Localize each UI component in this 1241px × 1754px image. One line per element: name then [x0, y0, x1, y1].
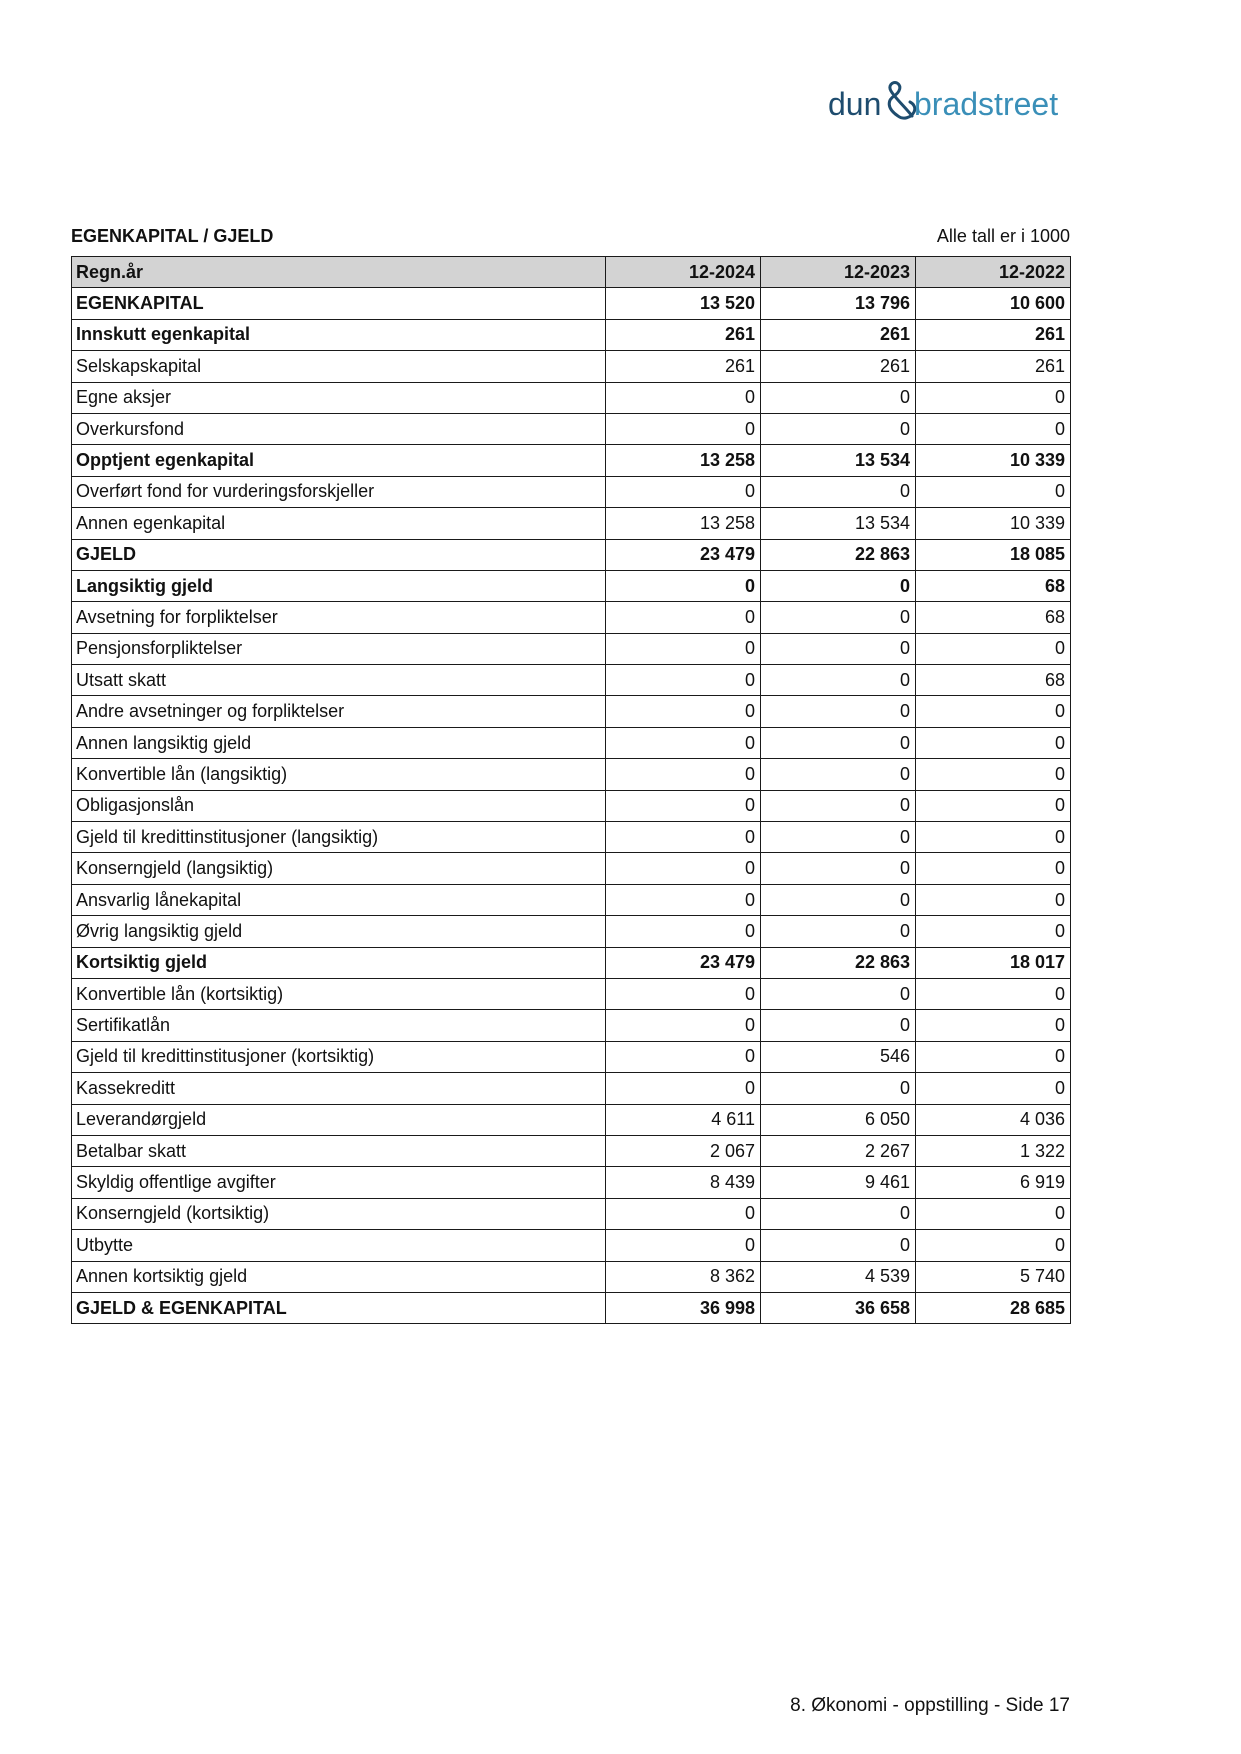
row-label: Langsiktig gjeld [72, 570, 606, 601]
table-row [72, 602, 1071, 633]
table-row [72, 351, 1071, 382]
header-12-2023: 12-2023 [761, 257, 916, 288]
row-value-12-2023: 13 796 [761, 288, 916, 319]
table-row [72, 1230, 1071, 1261]
row-value-12-2022: 0 [916, 476, 1071, 507]
row-label: Gjeld til kredittinstitusjoner (kortsiktig) [72, 1041, 606, 1072]
row-value-12-2023: 0 [761, 476, 916, 507]
row-value-12-2022: 68 [916, 665, 1071, 696]
table-row [72, 539, 1071, 570]
row-value-12-2022: 0 [916, 884, 1071, 915]
row-value-12-2024: 0 [606, 916, 761, 947]
row-value-12-2023: 0 [761, 382, 916, 413]
row-value-12-2024: 23 479 [606, 539, 761, 570]
row-value-12-2023: 9 461 [761, 1167, 916, 1198]
row-value-12-2023: 261 [761, 351, 916, 382]
row-value-12-2024: 8 362 [606, 1261, 761, 1292]
table-row [72, 884, 1071, 915]
table-body [72, 288, 1071, 1324]
row-value-12-2024: 23 479 [606, 947, 761, 978]
table-row [72, 288, 1071, 319]
row-value-12-2022: 10 339 [916, 445, 1071, 476]
row-value-12-2024: 0 [606, 1198, 761, 1229]
row-value-12-2023: 0 [761, 1198, 916, 1229]
table-row [72, 1073, 1071, 1104]
row-value-12-2023: 0 [761, 1073, 916, 1104]
row-value-12-2023: 0 [761, 696, 916, 727]
row-value-12-2024: 0 [606, 853, 761, 884]
row-value-12-2024: 8 439 [606, 1167, 761, 1198]
table-row [72, 665, 1071, 696]
table-row [72, 445, 1071, 476]
row-label: Konvertible lån (kortsiktig) [72, 978, 606, 1009]
header-regn-ar: Regn.år [72, 257, 606, 288]
row-value-12-2023: 0 [761, 602, 916, 633]
row-value-12-2024: 0 [606, 696, 761, 727]
row-value-12-2023: 0 [761, 822, 916, 853]
row-value-12-2023: 22 863 [761, 539, 916, 570]
row-label: EGENKAPITAL [72, 288, 606, 319]
row-value-12-2022: 28 685 [916, 1292, 1071, 1323]
row-value-12-2024: 4 611 [606, 1104, 761, 1135]
row-label: Gjeld til kredittinstitusjoner (langsiktig) [72, 822, 606, 853]
row-value-12-2024: 0 [606, 665, 761, 696]
table-row [72, 1167, 1071, 1198]
row-value-12-2022: 10 600 [916, 288, 1071, 319]
row-value-12-2023: 22 863 [761, 947, 916, 978]
table-row [72, 916, 1071, 947]
row-label: Annen egenkapital [72, 508, 606, 539]
row-label: Andre avsetninger og forpliktelser [72, 696, 606, 727]
svg-text:bradstreet: bradstreet [914, 86, 1059, 122]
row-value-12-2022: 0 [916, 727, 1071, 758]
table-row [72, 822, 1071, 853]
svg-text:dun: dun [828, 86, 882, 122]
row-label: Overkursfond [72, 413, 606, 444]
row-value-12-2022: 68 [916, 602, 1071, 633]
row-label: Skyldig offentlige avgifter [72, 1167, 606, 1198]
row-label: Egne aksjer [72, 382, 606, 413]
row-value-12-2023: 546 [761, 1041, 916, 1072]
row-value-12-2023: 0 [761, 916, 916, 947]
row-value-12-2023: 4 539 [761, 1261, 916, 1292]
row-value-12-2024: 0 [606, 1010, 761, 1041]
row-value-12-2022: 0 [916, 633, 1071, 664]
row-value-12-2022: 1 322 [916, 1135, 1071, 1166]
row-value-12-2024: 0 [606, 633, 761, 664]
table-row [72, 696, 1071, 727]
table-row [72, 413, 1071, 444]
section-title: EGENKAPITAL / GJELD [71, 226, 274, 246]
header-12-2022: 12-2022 [916, 257, 1071, 288]
row-label: Øvrig langsiktig gjeld [72, 916, 606, 947]
row-value-12-2023: 36 658 [761, 1292, 916, 1323]
row-value-12-2024: 0 [606, 476, 761, 507]
row-value-12-2022: 0 [916, 853, 1071, 884]
table-row [72, 319, 1071, 350]
table-row [72, 570, 1071, 601]
row-label: Annen langsiktig gjeld [72, 727, 606, 758]
dun-bradstreet-logo [828, 78, 1068, 126]
header-12-2024: 12-2024 [606, 257, 761, 288]
row-label: Betalbar skatt [72, 1135, 606, 1166]
row-value-12-2023: 0 [761, 633, 916, 664]
row-label: Leverandørgjeld [72, 1104, 606, 1135]
row-value-12-2022: 18 017 [916, 947, 1071, 978]
table-row [72, 1104, 1071, 1135]
row-value-12-2022: 0 [916, 696, 1071, 727]
table-row [72, 727, 1071, 758]
table-row [72, 1135, 1071, 1166]
row-value-12-2022: 0 [916, 1198, 1071, 1229]
row-value-12-2022: 10 339 [916, 508, 1071, 539]
table-row [72, 382, 1071, 413]
row-value-12-2024: 0 [606, 884, 761, 915]
row-label: Konvertible lån (langsiktig) [72, 759, 606, 790]
row-value-12-2024: 0 [606, 1073, 761, 1104]
row-value-12-2022: 0 [916, 759, 1071, 790]
row-value-12-2024: 0 [606, 1230, 761, 1261]
row-label: Konserngjeld (langsiktig) [72, 853, 606, 884]
row-value-12-2024: 0 [606, 1041, 761, 1072]
row-value-12-2023: 0 [761, 570, 916, 601]
row-label: Obligasjonslån [72, 790, 606, 821]
row-label: Opptjent egenkapital [72, 445, 606, 476]
row-value-12-2024: 0 [606, 413, 761, 444]
page-footer: 8. Økonomi - oppstilling - Side 17 [790, 1695, 1070, 1716]
row-value-12-2022: 5 740 [916, 1261, 1071, 1292]
row-label: Utsatt skatt [72, 665, 606, 696]
row-value-12-2024: 13 258 [606, 508, 761, 539]
row-value-12-2023: 0 [761, 413, 916, 444]
row-value-12-2024: 261 [606, 319, 761, 350]
row-label: Kortsiktig gjeld [72, 947, 606, 978]
row-value-12-2022: 68 [916, 570, 1071, 601]
row-label: Konserngjeld (kortsiktig) [72, 1198, 606, 1229]
table-row [72, 508, 1071, 539]
row-value-12-2024: 0 [606, 727, 761, 758]
table-row [72, 476, 1071, 507]
row-value-12-2024: 13 520 [606, 288, 761, 319]
table-header-row [72, 257, 1071, 288]
row-value-12-2024: 2 067 [606, 1135, 761, 1166]
row-value-12-2023: 0 [761, 884, 916, 915]
row-label: Avsetning for forpliktelser [72, 602, 606, 633]
row-value-12-2023: 13 534 [761, 508, 916, 539]
row-label: GJELD [72, 539, 606, 570]
row-value-12-2022: 18 085 [916, 539, 1071, 570]
row-value-12-2023: 0 [761, 1010, 916, 1041]
table-row [72, 633, 1071, 664]
row-value-12-2024: 0 [606, 602, 761, 633]
row-label: GJELD & EGENKAPITAL [72, 1292, 606, 1323]
table-row [72, 790, 1071, 821]
row-value-12-2022: 4 036 [916, 1104, 1071, 1135]
table-row [72, 1010, 1071, 1041]
table-row [72, 1292, 1071, 1323]
row-label: Selskapskapital [72, 351, 606, 382]
row-value-12-2022: 261 [916, 351, 1071, 382]
row-label: Overført fond for vurderingsforskjeller [72, 476, 606, 507]
row-value-12-2023: 0 [761, 978, 916, 1009]
row-label: Sertifikatlån [72, 1010, 606, 1041]
row-value-12-2024: 0 [606, 790, 761, 821]
table-row [72, 853, 1071, 884]
table-row [72, 1261, 1071, 1292]
row-value-12-2022: 0 [916, 413, 1071, 444]
row-value-12-2024: 13 258 [606, 445, 761, 476]
row-value-12-2023: 0 [761, 727, 916, 758]
row-label: Kassekreditt [72, 1073, 606, 1104]
row-value-12-2022: 261 [916, 319, 1071, 350]
units-note: Alle tall er i 1000 [936, 226, 1070, 246]
row-value-12-2024: 0 [606, 822, 761, 853]
table-row [72, 759, 1071, 790]
row-value-12-2023: 0 [761, 759, 916, 790]
row-value-12-2022: 6 919 [916, 1167, 1071, 1198]
row-value-12-2023: 261 [761, 319, 916, 350]
row-value-12-2024: 0 [606, 759, 761, 790]
row-value-12-2022: 0 [916, 1230, 1071, 1261]
table-row [72, 978, 1071, 1009]
row-value-12-2024: 0 [606, 978, 761, 1009]
row-value-12-2022: 0 [916, 790, 1071, 821]
row-value-12-2024: 0 [606, 570, 761, 601]
row-value-12-2024: 36 998 [606, 1292, 761, 1323]
table-row [72, 1198, 1071, 1229]
balance-sheet-table [71, 256, 1071, 1324]
row-value-12-2022: 0 [916, 916, 1071, 947]
row-value-12-2023: 0 [761, 1230, 916, 1261]
row-value-12-2023: 0 [761, 790, 916, 821]
row-label: Annen kortsiktig gjeld [72, 1261, 606, 1292]
row-value-12-2023: 2 267 [761, 1135, 916, 1166]
row-label: Ansvarlig lånekapital [72, 884, 606, 915]
row-label: Innskutt egenkapital [72, 319, 606, 350]
row-value-12-2024: 261 [606, 351, 761, 382]
row-value-12-2022: 0 [916, 822, 1071, 853]
row-value-12-2024: 0 [606, 382, 761, 413]
row-value-12-2022: 0 [916, 382, 1071, 413]
row-value-12-2023: 0 [761, 853, 916, 884]
row-value-12-2023: 0 [761, 665, 916, 696]
row-value-12-2022: 0 [916, 1010, 1071, 1041]
row-label: Pensjonsforpliktelser [72, 633, 606, 664]
row-value-12-2023: 13 534 [761, 445, 916, 476]
row-value-12-2022: 0 [916, 978, 1071, 1009]
row-value-12-2022: 0 [916, 1041, 1071, 1072]
table-row [72, 947, 1071, 978]
row-value-12-2023: 6 050 [761, 1104, 916, 1135]
table-row [72, 1041, 1071, 1072]
row-label: Utbytte [72, 1230, 606, 1261]
row-value-12-2022: 0 [916, 1073, 1071, 1104]
